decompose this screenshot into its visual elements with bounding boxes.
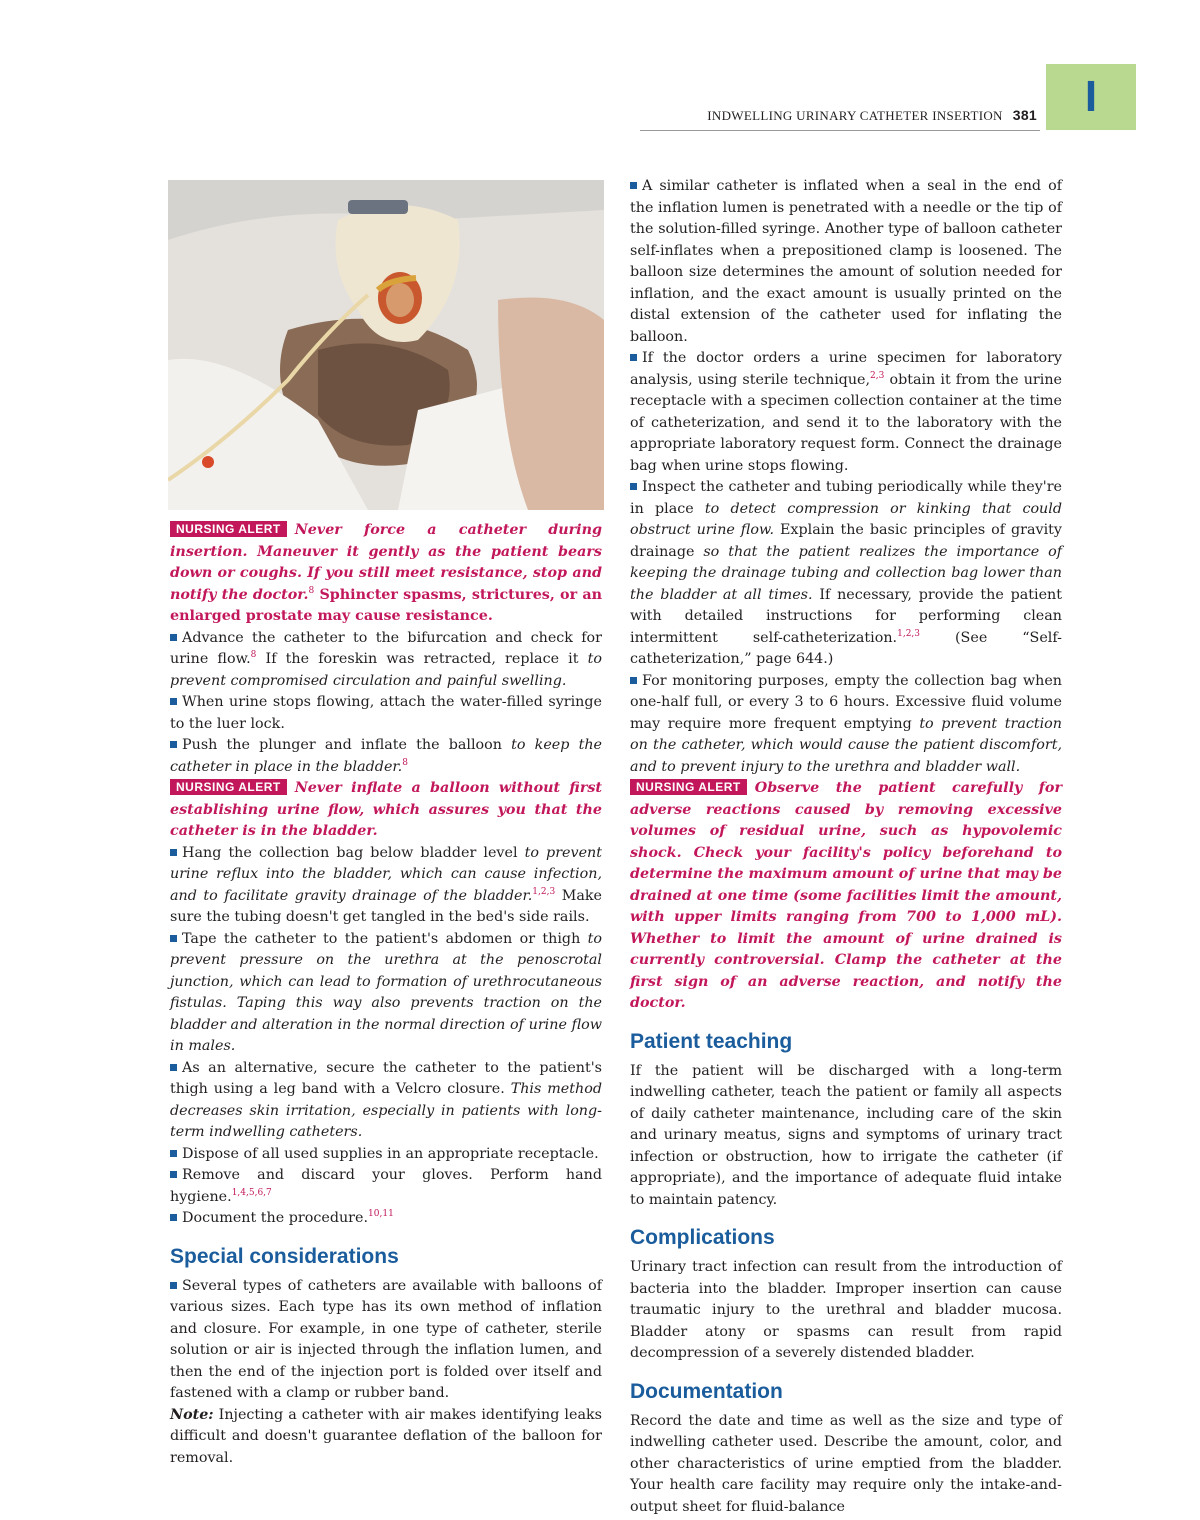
- reference-sup: 1,4,5,6,7: [231, 1187, 272, 1198]
- list-item: [170, 1058, 602, 1144]
- bullet-square-icon: [630, 483, 637, 490]
- nursing-alert-tag: NURSING ALERT: [630, 779, 747, 795]
- procedure-photo-illustration: [168, 180, 604, 510]
- note-text: Injecting a catheter with air makes identifying leaks difficult and doesn't guarantee deflation of the balloon for removal.: [170, 1406, 602, 1466]
- item-text: Document the procedure.: [182, 1210, 369, 1226]
- bullet-square-icon: [170, 698, 177, 705]
- section-heading-patient-teaching: Patient teaching: [630, 1029, 793, 1053]
- item-rationale: to keep the catheter in place in the bladder.: [170, 737, 602, 775]
- item-text: Make sure the tubing doesn't get tangled in the bed's side rails.: [170, 887, 602, 925]
- item-text: Tape the catheter to the patient's abdomen or thigh: [182, 930, 588, 947]
- item-text: As an alternative, secure the catheter to the patient's thigh using a leg band with a Velcro closure.: [170, 1059, 602, 1097]
- cross-reference: (See “Self-catheterization,” page 644.): [630, 629, 1062, 667]
- bullet-square-icon: [170, 1064, 177, 1071]
- list-item: [170, 1208, 602, 1230]
- item-text: If the doctor orders a urine specimen for laboratory analysis, using sterile technique,: [630, 350, 1062, 388]
- item-text: For monitoring purposes, empty the collection bag when one-half full, or every 3 to 6 hours. Excessive fluid volume may require more frequent emptying: [630, 672, 1062, 732]
- list-item: [630, 671, 1062, 779]
- nursing-alert-3: [630, 778, 1062, 1015]
- left-column: [170, 520, 602, 1469]
- section-heading-documentation: Documentation: [630, 1379, 783, 1403]
- bullet-square-icon: [170, 849, 177, 856]
- list-item: [170, 929, 602, 1058]
- note-label: Note:: [170, 1406, 214, 1423]
- item-text: Remove and discard your gloves. Perform hand hygiene.: [170, 1167, 602, 1205]
- item-text: Several types of catheters are available with balloons of various sizes. Each type has its own method of inflation and closure. For example, in one type of catheter, sterile solution or air is injected through the inflation lumen, and then the end of the injection port is folded over itself and fastened with a clamp or rubber band.: [170, 1277, 602, 1401]
- item-text: Push the plunger and inflate the balloon: [182, 737, 512, 753]
- bullet-square-icon: [170, 1150, 177, 1157]
- item-rationale: to prevent compromised circulation and painful swelling.: [170, 651, 603, 689]
- nursing-alert-tag: NURSING ALERT: [170, 521, 287, 537]
- item-text: When urine stops flowing, attach the water-filled syringe to the luer lock.: [170, 694, 602, 732]
- list-item: [170, 735, 602, 778]
- reference-sup: 2,3: [870, 370, 885, 381]
- bullet-square-icon: [630, 354, 637, 361]
- section-heading-complications: Complications: [630, 1226, 775, 1249]
- item-rationale: This method decreases skin irritation, especially in patients with long-term indwelling catheters.: [170, 1081, 602, 1140]
- list-item: [170, 1165, 602, 1208]
- item-text: Hang the collection bag below bladder level: [182, 844, 525, 861]
- item-text: obtain it from the urine receptacle with a specimen collection container at the time of catheterization, and send it to the laboratory with the appropriate laboratory request form. Connect the drainage bag when urine stops flowing.: [630, 371, 1063, 474]
- list-item: [630, 348, 1062, 477]
- bullet-square-icon: [170, 1214, 177, 1221]
- alert-text-plain: Sphincter spasms, strictures, or an enlarged prostate may cause resistance.: [170, 586, 602, 624]
- item-text: A similar catheter is inflated when a seal in the end of the inflation lumen is penetrated with a needle or the tip of the solution-filled syringe. Another type of balloon catheter self-inflates when a prepositioned clamp is loosened. The balloon size determines the amount of solution needed for inflation, and the exact amount is usually printed on the distal extension of the catheter used for inflating the balloon.: [630, 178, 1062, 345]
- bullet-square-icon: [630, 182, 637, 189]
- item-text: If necessary, provide the patient with detailed instructions for performing clean intermittent self-catheterization.: [630, 586, 1062, 646]
- list-item: [170, 1144, 602, 1166]
- bullet-square-icon: [170, 741, 177, 748]
- reference-sup: 1,2,3: [897, 628, 921, 639]
- section-tab-letter: I: [1084, 72, 1098, 121]
- nursing-alert-2: [170, 778, 602, 843]
- complications-text: Urinary tract infection can result from the introduction of bacteria into the bladder. Improper insertion can cause traumatic injury to the urethral and bladder mucosa. Bladder atony or spasms can result from rapid decompression of a severely distended bladder.: [630, 1259, 1062, 1361]
- item-rationale: to detect compression or kinking that could obstruct urine flow.: [630, 500, 1062, 538]
- item-rationale: to prevent traction on the catheter, which would cause the patient discomfort, and to prevent injury to the urethra and bladder wall.: [630, 715, 1062, 775]
- alert-text: Observe the patient carefully for adverse reactions caused by removing excessive volumes of residual urine, such as hypovolemic shock. Check your facility's policy beforehand to determine the maximum amount of urine that may be drained at one time (some facilities limit the amount, with upper limits ranging from 700 to 1,000 mL). Whether to limit the amount of urine drained is currently controversial. Clamp the catheter at the first sign of an adverse reaction, and notify the doctor.: [630, 780, 1062, 1011]
- note-paragraph: [170, 1405, 602, 1470]
- running-head: [707, 107, 1037, 124]
- list-item: [630, 176, 1062, 348]
- item-text: If the foreskin was retracted, replace it: [256, 651, 588, 667]
- patient-teaching-text: If the patient will be discharged with a long-term indwelling catheter, teach the patient or family all aspects of daily catheter maintenance, including care of the skin and urinary meatus, signs and symptoms of urinary tract infection or obstruction, how to irrigate the catheter (if appropriate), and the importance of adequate fluid intake to maintain patency.: [630, 1062, 1062, 1208]
- section-heading-special-considerations: Special considerations: [170, 1244, 399, 1268]
- item-text: Dispose of all used supplies in an appropriate receptacle.: [182, 1145, 599, 1162]
- item-text: Explain the basic principles of gravity drainage: [630, 522, 1062, 560]
- list-item: [170, 628, 602, 693]
- procedure-photo: [168, 180, 604, 510]
- reference-sup: 1,2,3: [532, 886, 556, 897]
- reference-sup: 8: [308, 585, 315, 596]
- alert-text: Never inflate a balloon without first establishing urine flow, which assures you that the catheter is in the bladder.: [170, 780, 602, 839]
- bullet-square-icon: [170, 634, 177, 641]
- section-tab: [1046, 64, 1136, 130]
- header-rule: [640, 130, 1040, 131]
- bullet-square-icon: [170, 935, 177, 942]
- alert-text: Never force a catheter during insertion. Maneuver it gently as the patient bears down or coughs. If you still meet resistance, stop and notify the doctor.: [170, 522, 602, 603]
- nursing-alert-tag: NURSING ALERT: [170, 779, 287, 795]
- item-rationale: to prevent pressure on the urethra at the penoscrotal junction, which can lead to formation of urethrocutaneous fistulas. Taping this way also prevents traction on the bladder and alteration in the normal direction of urine flow in males.: [170, 930, 602, 1054]
- bullet-square-icon: [170, 1282, 177, 1289]
- list-item: [170, 843, 602, 929]
- reference-sup: 10,11: [368, 1209, 394, 1220]
- nursing-alert-1: [170, 520, 602, 628]
- item-text: Inspect the catheter and tubing periodically while they're in place: [630, 479, 1062, 517]
- list-item: [170, 1276, 602, 1405]
- item-rationale: to prevent urine reflux into the bladder, which can cause infection, and to facilitate gravity drainage of the bladder.: [170, 844, 602, 904]
- bullet-square-icon: [170, 1171, 177, 1178]
- page-number: 381: [1012, 107, 1037, 123]
- list-item: [630, 477, 1062, 671]
- bullet-square-icon: [630, 677, 637, 684]
- list-item: [170, 692, 602, 735]
- right-column: [630, 176, 1062, 1518]
- running-head-title: INDWELLING URINARY CATHETER INSERTION: [707, 108, 1003, 123]
- item-rationale: so that the patient realizes the importance of keeping the drainage tubing and collection bag lower than the bladder at all times.: [630, 543, 1062, 603]
- reference-sup: 8: [402, 757, 408, 768]
- documentation-text: Record the date and time as well as the size and type of indwelling catheter used. Describe the amount, color, and other characteristics of urine emptied from the bladder. Your health care facility may require only the intake-and-output sheet for fluid-balance: [630, 1412, 1062, 1515]
- item-text: Advance the catheter to the bifurcation and check for urine flow.: [170, 629, 602, 667]
- reference-sup: 8: [250, 650, 257, 661]
